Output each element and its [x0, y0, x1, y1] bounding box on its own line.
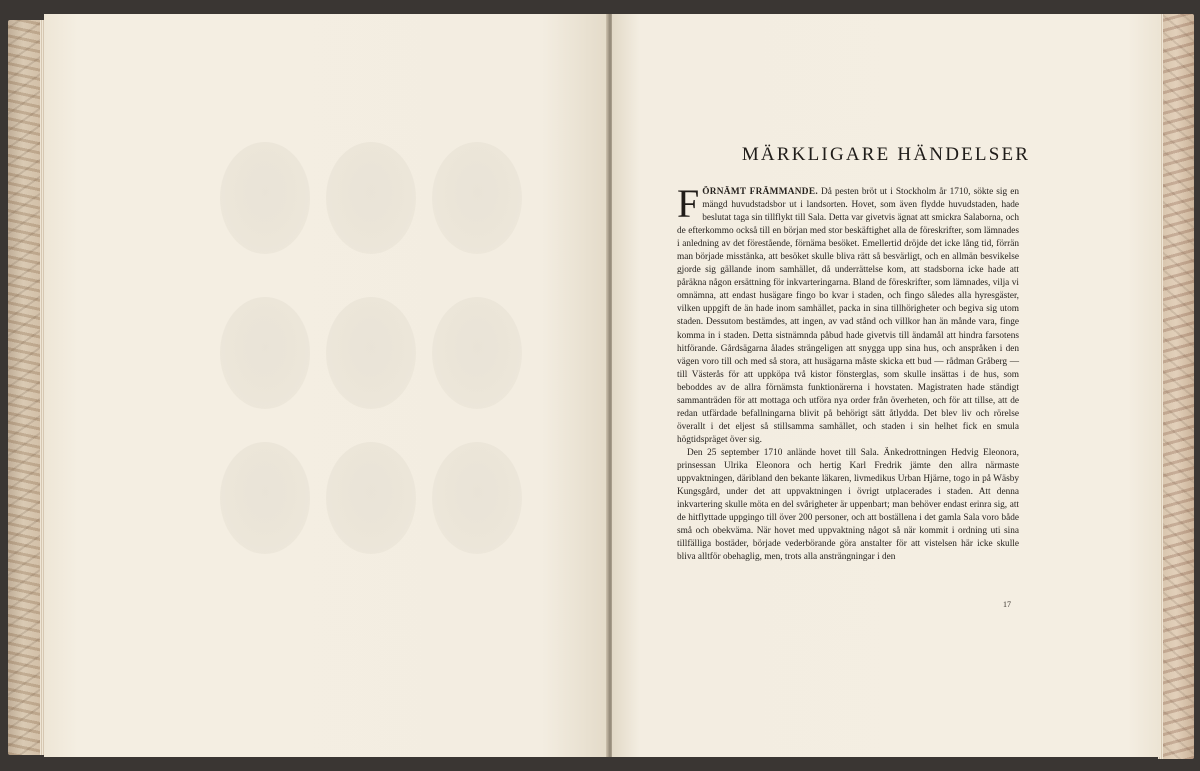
left-page	[44, 14, 610, 757]
ghost-portrait-6	[432, 297, 522, 409]
ghost-portrait-4	[220, 297, 310, 409]
ghost-portrait-9	[432, 442, 522, 554]
drop-cap: F	[677, 181, 700, 226]
left-page-edges	[8, 20, 46, 755]
body-text	[677, 181, 1019, 564]
ghost-portrait-7	[220, 442, 310, 554]
ghost-portrait-1	[220, 142, 310, 254]
ghost-portrait-5	[326, 297, 416, 409]
paragraph-2: Den 25 september 1710 anlände hovet till Sala. Änkedrottningen Hedvig Eleonora, prinsessan Ulrika Eleonora och hertig Karl Fredrik jämte den allra närmaste uppvaktningen, däribland den bekante läkaren, livmedikus Urban Hjärne, togo in på Wäsby Kungsgård, under det att uppvaktningen i övrigt utplacerades i staden. Att denna inkvartering skulle möta en del svårigheter är uppenbart; man behöver endast erinra sig, att de hitflyttade uppgingo till över 200 personer, och att boställena i det gamla Sala voro både små och obekväma. När hovet med uppvaktning något så när kommit i ordning uti sina tillfälliga bostäder, började vederbörande göra anstalter för att vistelsen här icke skulle bliva alltför obehaglig, men, trots alla ansträngningar i den	[677, 447, 1019, 563]
lead-words: ÖRNÄMT FRÄMMANDE.	[702, 187, 818, 197]
paragraph-1-text: Då pesten bröt ut i Stockholm år 1710, sökte sig en mängd huvudstadsbor ut i landsorten. Hovet, som även flydde huvudstaden, hade beslutat taga sin tillflykt till Sala. Detta var givetvis ägnat att smickra Salaborna, och de efterkommo också till en början med stor beskäftighet alla de föreskrifter, som lämnades i anledning av det förestående, förnäma besöket. Emellertid dröjde det icke lång tid, förrän man började misstänka, att besöket skulle bliva rätt så besvärligt, och en allmän besvikelse gjorde sig gällande inom samhället, då underrättelse kom, att stadsborna icke hade att påräkna någon ersättning för inkvarteringarna. Bland de föreskrifter, som lämnades, vilja vi omnämna, att endast husägare fingo bo kvar i staden, och fingo således alla hyresgäster, vilken uppgift de än hade inom samhället, packa in sina tillhörigheter och begiva sig utom staden. Dessutom bestämdes, att ingen, av vad stånd och villkor han än månde vara, finge komma in i staden. Detta sistnämnda påbud hade givetvis till ändamål att hindra farsotens hitförande. Gårdsägarna ålades strängeligen att snygga upp sina hus, och anspråken i den vägen voro till och med så stora, att husägarna måste skicka ett bud — rådman Gråberg — till Västerås för att uppköpa två kistor fönsterglas, som skulle insättas i de hus, som beboddes av de allra förnämsta funktionärerna i hovstaten. Magistraten hade ständigt sammanträden för att mottaga och utföra nya order från överheten, och för att tillse, att de redan utfärdade befallningarna blivit på behörigt sätt åtlydda. Det blev liv och rörelse överallt i det eljest så stillsamma samhället, och staden i sin helhet fick en smula högtidspräget över sig.	[677, 187, 1019, 445]
page-number: 17	[1003, 600, 1011, 609]
right-page-edges	[1158, 14, 1194, 759]
ghost-portrait-2	[326, 142, 416, 254]
chapter-heading: MÄRKLIGARE HÄNDELSER	[741, 144, 1031, 165]
ghost-portrait-8	[326, 442, 416, 554]
paragraph-1	[677, 181, 1019, 447]
ghost-portrait-3	[432, 142, 522, 254]
